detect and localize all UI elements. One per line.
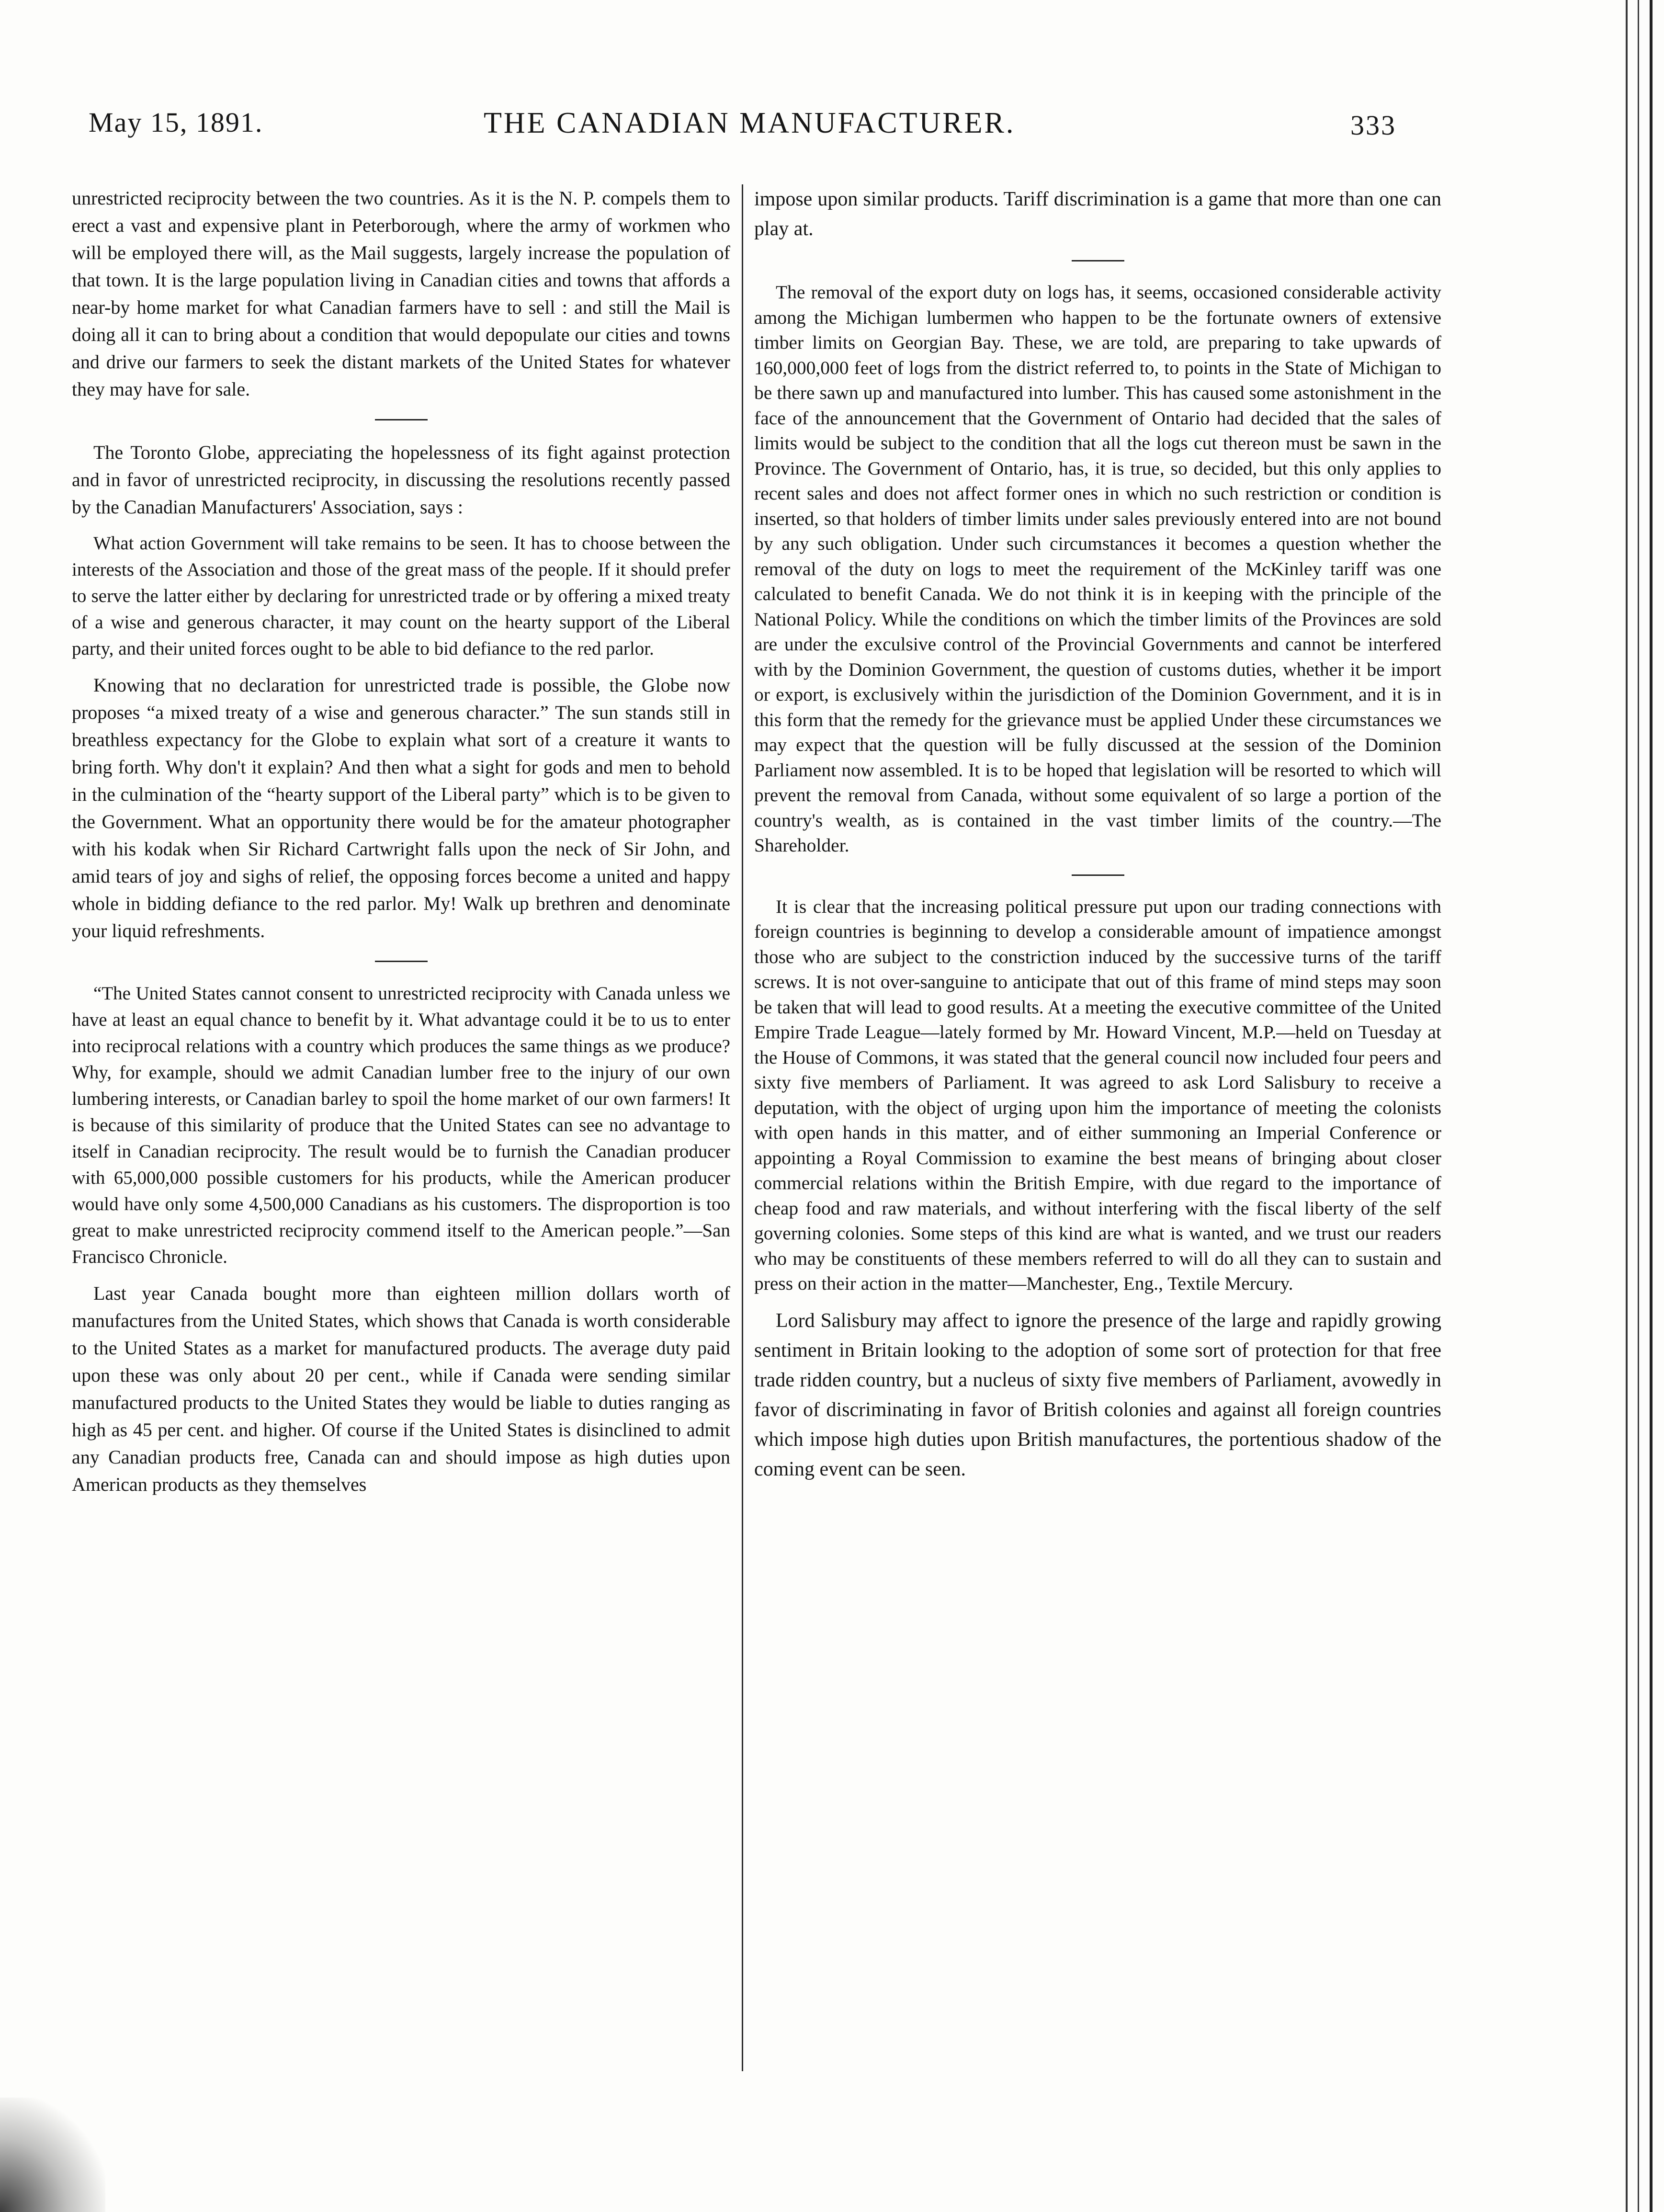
page-edge-line: [1626, 0, 1628, 2212]
left-column: [72, 184, 730, 2100]
article-paragraph: Last year Canada bought more than eighteen million dollars worth of manufactures from the United States, which shows that Canada is worth considerable to the United States as a market for manufactured products. The average duty paid upon these was only about 20 per cent., while if Canada were sending similar manufactured products to the United States they would be liable to duties ranging as high as 45 per cent. and higher. Of course if the United States is disinclined to admit any Canadian products free, Canada can and should impose as high duties upon American products as they themselves: [72, 1282, 730, 1495]
scan-smudge: [0, 2098, 105, 2212]
column-rule: [742, 184, 743, 2071]
page-edge-line: [1650, 0, 1653, 2212]
quoted-paragraph: What action Government will take remains to be seen. It has to choose between the interests of the Association and those of the great mass of the people. If it should prefer to serve the latter either by declaring for unrestricted trade or by offering a mixed treaty of a wise and generous character, it may count on the hearty support of the Liberal party, and their united forces ought to be able to bid defiance to the red parlor.: [72, 533, 730, 659]
section-divider: [1072, 874, 1124, 876]
article-paragraph: impose upon similar products. Tariff discrimination is a game that more than one can play at.: [754, 188, 1441, 240]
section-divider: [375, 419, 428, 420]
page-edge-line: [1638, 0, 1639, 2212]
section-divider: [1072, 260, 1124, 261]
article-paragraph: Lord Salisbury may affect to ignore the presence of the large and rapidly growing sentiment in Britain looking to the adoption of some sort of protection for that free trade ridden country, but a nucleus of sixty five members of Parliament, avowedly in favor of discriminating in favor of British colonies and against all foreign countries which impose high duties upon British manufactures, the portentious shadow of the coming event can be seen.: [754, 1309, 1441, 1480]
article-paragraph: The Toronto Globe, appreciating the hopelessness of its fight against protection and in favor of unrestricted reciprocity, in discussing the resolutions recently passed by the Canadian Manufacturers' Association, says :: [72, 442, 730, 518]
page-number: 333: [1350, 110, 1396, 141]
quoted-paragraph: “The United States cannot consent to unrestricted reciprocity with Canada unless we have at least an equal chance to benefit by it. What advantage could it be to us to enter into reciprocal relations with a country which produces the same things as we produce? Why, for example, should we admit Canadian lumber free to the injury of our own lumbering interests, or Canadian barley to spoil the home market of our own farmers! It is because of this similarity of produce that the United States can see no advantage to itself in Canadian reciprocity. The result would be to furnish the Canadian producer with 65,000,000 possible customers for his products, while the American producer would have only some 4,500,000 Canadians as his customers. The disproportion is too great to make unrestricted reciprocity commend itself to the American people.”—San Francisco Chronicle.: [72, 983, 730, 1267]
right-column: [754, 184, 1441, 2100]
article-paragraph: The removal of the export duty on logs has, it seems, occasioned considerable activity among the Michigan lumbermen who happen to be the fortunate owners of extensive timber limits on Georgian Bay. These, we are told, are preparing to take upwards of 160,000,000 feet of logs from the district referred to, to points in the State of Michigan to be there sawn up and manufactured into lumber. This has caused some astonishment in the face of the announcement that the Government of Ontario had decided that the sales of limits would be subject to the condition that all the logs cut thereon must be sawn in the Province. The Government of Ontario, has, it is true, so decided, but this only applies to recent sales and does not affect former ones in which no such restriction or condition is inserted, so that holders of timber limits under sales previously entered into are not bound by any such obligation. Under such circumstances it becomes a question whether the removal of the duty on logs to meet the requirement of the McKinley tariff was one calculated to benefit Canada. We do not think it is in keeping with the principle of the National Policy. While the conditions on which the timber limits of the Provinces are sold are under the exculsive control of the Provincial Governments and cannot be interfered with by the Dominion Government, the question of customs duties, whether it be import or export, is exclusively within the jurisdiction of the Dominion Government, and it is in this form that the remedy for the grievance must be applied Under these circumstances we may expect that the question will be fully discussed at the session of the Dominion Parliament now assembled. It is to be hoped that legislation will be resorted to which will prevent the removal from Canada, without some equivalent of so large a portion of the country's wealth, as is contained in the vast timber limits of the country.—The Shareholder.: [754, 282, 1441, 856]
article-paragraph: unrestricted reciprocity between the two countries. As it is the N. P. compels them to erect a vast and expensive plant in Peterborough, where the army of workmen who will be employed there will, as the Mail suggests, largely increase the population of that town. It is the large population living in Canadian cities and towns that affords a near-by home market for what Canadian farmers have to sell : and still the Mail is doing all it can to bring about a condition that would depopulate our cities and towns and drive our farmers to seek the distant markets of the United States for whatever they may have for sale.: [72, 187, 730, 400]
issue-date: May 15, 1891.: [89, 107, 263, 138]
publication-title: THE CANADIAN MANUFACTURER.: [484, 107, 1016, 139]
article-paragraph: It is clear that the increasing political pressure put upon our trading connections with foreign countries is beginning to develop a considerable amount of impatience amongst those who are subject to the constriction induced by the successive turns of the tariff screws. It is not over-sanguine to anticipate that out of this frame of mind steps may soon be taken that will lead to good results. At a meeting the executive committee of the United Empire Trade League—lately formed by Mr. Howard Vincent, M.P.—held on Tuesday at the House of Commons, it was stated that the general council now included four peers and sixty five members of Parliament. It was agreed to ask Lord Salisbury to receive a deputation, with the object of urging upon him the importance of meeting the colonists with open hands in this matter, and of either summoning an Imperial Conference or appointing a Royal Commission to examine the best means of bringing about closer commercial relations within the British Empire, with due regard to the importance of cheap food and raw materials, and without interfering with the fiscal liberty of the self governing colonies. Some steps of this kind are what is wanted, and we trust our readers who may be constituents of these members referred to will do all they can to sustain and press on their action in the matter—Manchester, Eng., Textile Mercury.: [754, 896, 1441, 1294]
page-header: [0, 106, 1664, 149]
article-paragraph: Knowing that no declaration for unrestricted trade is possible, the Globe now proposes “a mixed treaty of a wise and generous character.” The sun stands still in breathless expectancy for the Globe to explain what sort of a creature it wants to bring forth. Why don't it explain? And then what a sight for gods and men to behold in the culmination of the “hearty support of the Liberal party” which is to be given to the Government. What an opportunity there would be for the amateur photographer with his kodak when Sir Richard Cartwright falls upon the neck of Sir John, and amid tears of joy and sighs of relief, the opposing forces become a united and happy whole in bidding defiance to the red parlor. My! Walk up brethren and denominate your liquid refreshments.: [72, 674, 730, 942]
section-divider: [375, 961, 428, 962]
